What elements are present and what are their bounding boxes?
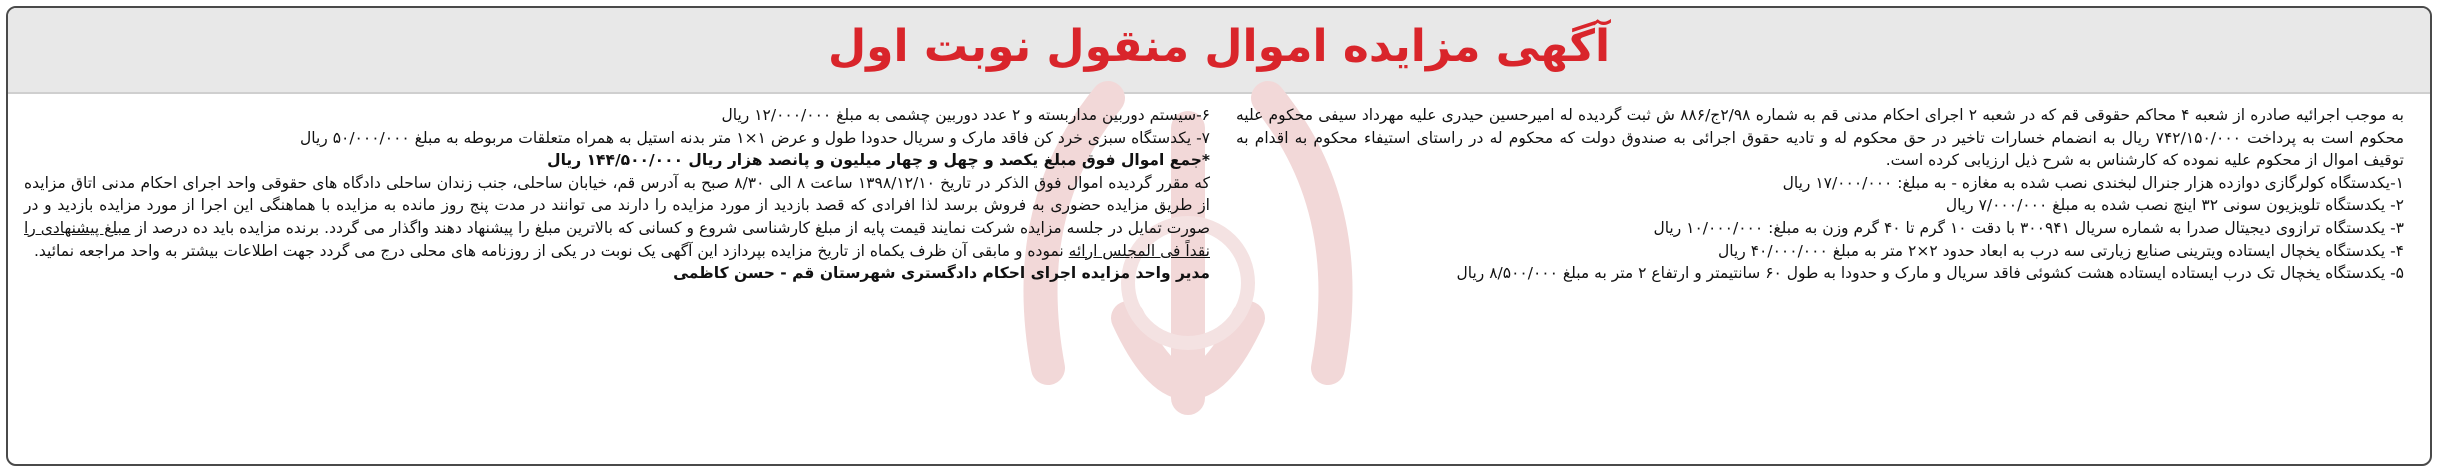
signature: مدیر واحد مزایده اجرای احکام دادگستری شهرستان قم - حسن کاظمی: [673, 264, 1210, 283]
item-2: ۲- یکدستگاه تلویزیون سونی ۳۲ اینچ نصب شده به مبلغ ۷/۰۰۰/۰۰۰ ریال: [1945, 196, 2404, 215]
auction-details-text-end: نموده و مابقی آن ظرف یکماه از تاریخ مزایده بپردازد این آگهی یک نوبت در یکی از روزنامه های محلی درج می گردد جهت اطلاعات بیشتر به واحد مراجعه نمائید.: [33, 241, 1069, 260]
notice-title: آگهی مزایده اموال منقول نوبت اول: [827, 21, 1611, 72]
right-column: [1236, 104, 2404, 285]
item-3: ۳- یکدستگاه ترازوی دیجیتال صدرا به شماره سریال ۳۰۰۹۴۱ با دقت ۱۰ گرم تا ۴۰ گرم وزن به مبلغ: ۱۰/۰۰۰/۰۰۰ ریال: [1653, 218, 2404, 237]
title-banner: [8, 8, 2430, 94]
notice-frame: [6, 6, 2432, 466]
auction-details-text: که مقرر گردیده اموال فوق الذکر در تاریخ ۱۳۹۸/۱۲/۱۰ ساعت ۸ الی ۸/۳۰ صبح به آدرس قم، خیابان ساحلی، جنب زندان ساحلی دادگاه های حقوقی واحد اجرای احکام مدنی اتاق مزایده از طریق مزایده حضوری به فروش برسد لذا افرادی که قصد بازدید از مورد مزایده را دارند می توانند در مدت پنج روز مانده به مزایده با هماهنگی این اجرا از مورد مزایده بازدید و در صورت تمایل در جلسه مزایده شرکت نمایند قیمت پایه از مبلغ کارشناسی شروع و کسانی که بالاترین مبلغ را پیشنهاد دهند واگذار می گردد. برنده مزایده باید ده درصد از: [24, 173, 1210, 237]
item-7: ۷- یکدستگاه سبزی خرد کن فاقد مارک و سریال حدودا طول و عرض ۱×۱ متر بدنه استیل به همراه متعلقات مربوطه به مبلغ ۵۰/۰۰۰/۰۰۰ ریال: [299, 128, 1210, 147]
item-1: ۱-یکدستگاه کولرگازی دوازده هزار جنرال لبخندی نصب شده به مغازه - به مبلغ: ۱۷/۰۰۰/۰۰۰ ریال: [1782, 173, 2404, 192]
item-5: ۵- یکدستگاه یخچال تک درب ایستاده ایستاده هشت کشوئی فاقد سریال و مارک و حدودا به طول ۶۰ سانتیمتر و ارتفاع ۲ متر به مبلغ ۸/۵۰۰/۰۰۰ ریال: [1456, 264, 2404, 283]
auction-details-underlined: مبلغ پیشنهادی را نقداً فی المجلس ارائه: [24, 218, 1210, 260]
auction-details: [24, 172, 1210, 262]
item-6: ۶-سیستم دوربین مداربسته و ۲ عدد دوربین چشمی به مبلغ ۱۲/۰۰۰/۰۰۰ ریال: [721, 106, 1210, 124]
total-amount: *جمع اموال فوق مبلغ یکصد و چهل و چهار میلیون و پانصد هزار ریال ۱۴۴/۵۰۰/۰۰۰ ریال: [547, 151, 1210, 170]
intro-paragraph: به موجب اجرائیه صادره از شعبه ۴ محاکم حقوقی قم که در شعبه ۲ اجرای احکام مدنی قم به شماره ۲/۹۸ج/۸۸۶ ش ثبت گردیده له امیرحسین حیدری علیه مهرداد سیفی محکوم علیه محکوم است به پرداخت ۷۴۲/۱۵۰/۰۰۰ ریال به انضمام خسارات تاخیر در حق محکوم له و تادیه حقوق اجرائی به صندوق دولت که محکوم له در راستای استیفاء محکوم به اقدام به توقیف اموال از محکوم علیه نموده که کارشناس به شرح ذیل ارزیابی کرده است.: [1236, 106, 2405, 170]
item-4: ۴- یکدستگاه یخچال ایستاده ویترینی صنایع زیارتی سه درب به ابعاد حدود ۲×۲ متر به مبلغ ۴۰/۰۰۰/۰۰۰ ریال: [1718, 241, 2404, 260]
left-column: [24, 104, 1210, 285]
